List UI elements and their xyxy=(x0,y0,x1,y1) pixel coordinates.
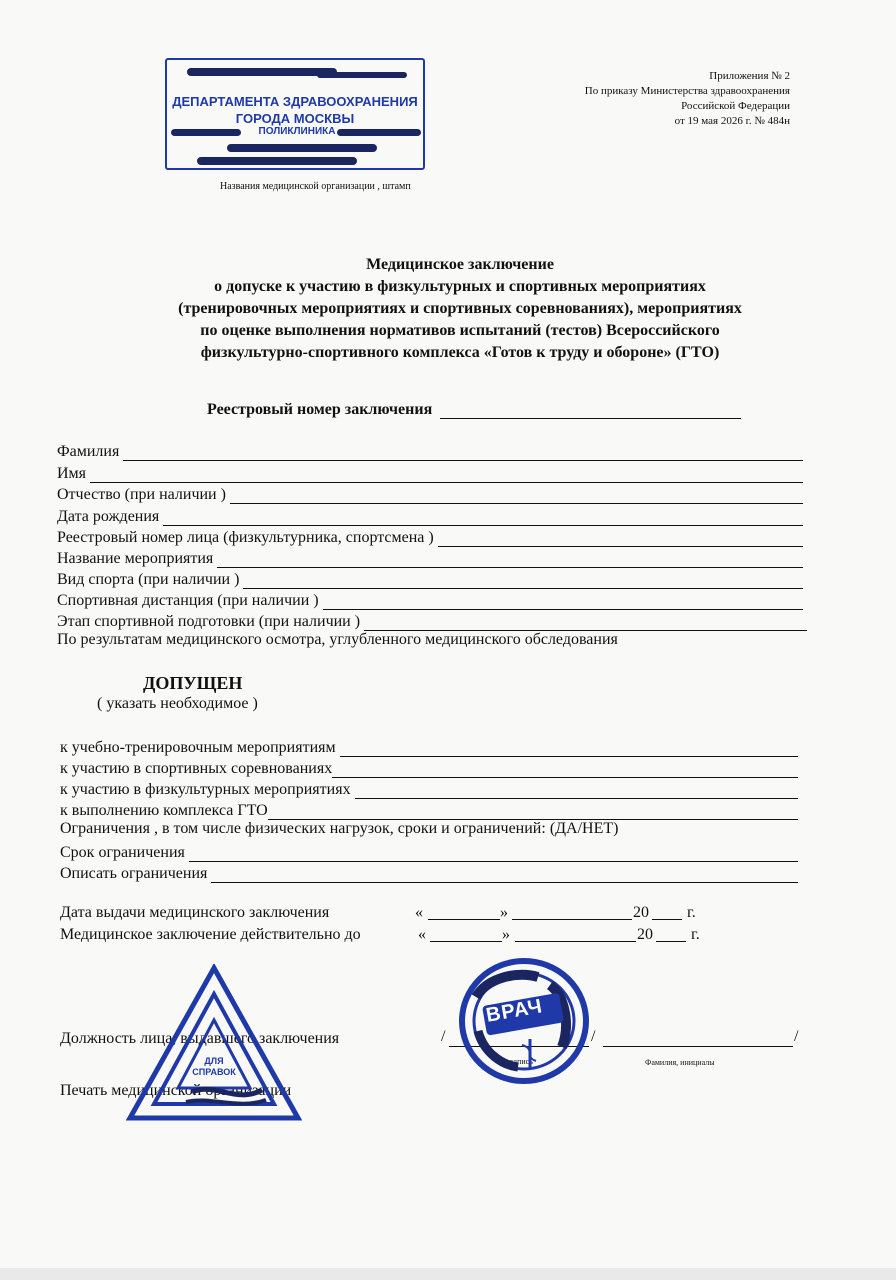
year-suffix: г. xyxy=(691,926,700,943)
field-line[interactable] xyxy=(323,595,803,610)
field-label: Этап спортивной подготовки (при наличии ) xyxy=(57,613,361,630)
stamp-redaction-scribble xyxy=(187,68,337,76)
appendix-line-4: от 19 мая 2026 г. № 484н xyxy=(674,115,790,127)
close-quote: » xyxy=(502,926,510,943)
appendix-note xyxy=(585,69,790,129)
valid-day-line[interactable] xyxy=(430,926,502,942)
slash-right: / xyxy=(794,1028,799,1045)
admission-line[interactable] xyxy=(268,805,798,820)
admission-line[interactable] xyxy=(332,763,798,778)
field-label: Отчество (при наличии ) xyxy=(57,486,226,503)
signature-caption: подпись xyxy=(505,1057,533,1066)
field-line[interactable] xyxy=(243,574,803,589)
field-label: Вид спорта (при наличии ) xyxy=(57,571,240,588)
issue-date-label: Дата выдачи медицинского заключения xyxy=(60,904,330,921)
issue-date-row xyxy=(60,904,720,924)
restriction-label: Описать ограничения xyxy=(60,865,208,882)
name-caption: Фамилия, инициалы xyxy=(645,1058,715,1067)
slash-left: / xyxy=(441,1028,446,1045)
field-label: Реестровый номер лица (физкультурника, спортсмена ) xyxy=(57,529,434,546)
stamp-redaction-scribble xyxy=(197,157,357,165)
triangle-stamp-line-2: СПРАВОК xyxy=(192,1067,236,1077)
restriction-row-description xyxy=(60,863,798,883)
admission-row-competitions xyxy=(60,758,798,778)
field-line[interactable] xyxy=(217,553,803,568)
appendix-line-3: Российской Федерации xyxy=(681,100,790,112)
round-stamp-text: ВРАЧ xyxy=(484,995,545,1027)
stamp-redaction-scribble xyxy=(317,72,407,78)
admission-label: к учебно-тренировочным мероприятиям xyxy=(60,739,336,756)
admission-row-training xyxy=(60,737,798,757)
name-line[interactable] xyxy=(603,1031,793,1047)
restriction-row-term xyxy=(60,842,798,862)
field-row-sport xyxy=(57,569,803,589)
admission-label: к выполнению комплекса ГТО xyxy=(60,802,268,819)
stamp-line-1: ДЕПАРТАМЕНТА ЗДРАВООХРАНЕНИЯ xyxy=(172,94,418,109)
organization-stamp xyxy=(165,58,425,170)
seal-label: Печать медицинской организации xyxy=(60,1082,292,1099)
field-line[interactable] xyxy=(123,446,803,461)
appendix-line-2: По приказу Министерства здравоохранения xyxy=(584,85,790,97)
valid-month-line[interactable] xyxy=(515,926,636,942)
century-label: 20 xyxy=(637,926,653,943)
admission-line[interactable] xyxy=(340,742,798,757)
field-row-person-registry xyxy=(57,527,803,547)
admission-label: к участию в физкультурных мероприятиях xyxy=(60,781,351,798)
stamp-caption: Названия медицинской организации , штамп xyxy=(220,181,411,192)
field-row-name xyxy=(57,463,803,483)
restriction-line[interactable] xyxy=(189,847,798,862)
close-quote: » xyxy=(500,904,508,921)
admission-line[interactable] xyxy=(355,784,798,799)
scan-bottom-edge xyxy=(0,1268,896,1280)
stamp-redaction-scribble xyxy=(337,129,421,136)
registry-number-label: Реестровый номер заключения xyxy=(207,401,433,418)
field-row-surname xyxy=(57,441,803,461)
year-suffix: г. xyxy=(687,904,696,921)
field-row-patronymic xyxy=(57,484,803,504)
registry-number-row xyxy=(207,399,741,419)
stamp-line-3: ПОЛИКЛИНИКА xyxy=(258,126,336,137)
century-label: 20 xyxy=(633,904,649,921)
open-quote: « xyxy=(418,926,426,943)
field-line[interactable] xyxy=(230,489,803,504)
issue-day-line[interactable] xyxy=(428,904,500,920)
field-row-birth-date xyxy=(57,506,803,526)
document-title xyxy=(0,254,896,364)
admitted-hint: ( указать необходимое ) xyxy=(97,695,258,712)
title-line-3: (тренировочных мероприятиях и спортивных соревнованиях), мероприятиях xyxy=(178,300,742,317)
appendix-line-1: Приложения № 2 xyxy=(709,70,790,82)
slash-middle: / xyxy=(591,1028,596,1045)
admission-row-gto xyxy=(60,800,798,820)
field-line[interactable] xyxy=(438,532,803,547)
triangle-stamp-line-1: ДЛЯ xyxy=(204,1056,224,1066)
admission-row-physical-events xyxy=(60,779,798,799)
field-row-distance xyxy=(57,590,803,610)
title-line-5: физкультурно-спортивного комплекса «Готов к труду и обороне» (ГТО) xyxy=(200,344,720,361)
valid-year-line[interactable] xyxy=(656,926,686,942)
field-label: Название мероприятия xyxy=(57,550,214,567)
position-label: Должность лица, выдавшего заключения xyxy=(60,1030,340,1047)
triangle-stamp xyxy=(126,964,302,1124)
restriction-label: Срок ограничения xyxy=(60,844,185,861)
field-label: Имя xyxy=(57,465,87,482)
issue-year-line[interactable] xyxy=(652,904,682,920)
stamp-redaction-scribble xyxy=(227,144,377,152)
field-row-training-stage xyxy=(57,611,807,631)
open-quote: « xyxy=(415,904,423,921)
field-row-event-name xyxy=(57,548,803,568)
field-label: Фамилия xyxy=(57,443,120,460)
field-line[interactable] xyxy=(163,511,803,526)
field-line[interactable] xyxy=(364,616,807,631)
valid-until-label: Медицинское заключение действительно до xyxy=(60,926,361,943)
admitted-heading: ДОПУЩЕН xyxy=(143,673,243,693)
admission-label: к участию в спортивных соревнованиях xyxy=(60,760,333,777)
triangle-stamp-text xyxy=(176,1056,252,1078)
title-line-4: по оценке выполнения нормативов испытаний (тестов) Всероссийского xyxy=(200,322,720,339)
results-text: По результатам медицинского осмотра, углубленного медицинского обследования xyxy=(57,631,618,648)
restrictions-text: Ограничения , в том числе физических нагрузок, сроки и ограничений: (ДА/НЕТ) xyxy=(60,820,619,837)
valid-until-row xyxy=(60,926,720,946)
restriction-line[interactable] xyxy=(211,868,798,883)
field-label: Спортивная дистанция (при наличии ) xyxy=(57,592,319,609)
stamp-line-2: ГОРОДА МОСКВЫ xyxy=(235,111,355,126)
registry-number-line[interactable] xyxy=(440,404,741,419)
title-line-2: о допуске к участию в физкультурных и спортивных мероприятиях xyxy=(214,278,706,295)
field-line[interactable] xyxy=(90,468,803,483)
title-line-1: Медицинское заключение xyxy=(366,256,554,273)
issue-month-line[interactable] xyxy=(512,904,632,920)
field-label: Дата рождения xyxy=(57,508,160,525)
